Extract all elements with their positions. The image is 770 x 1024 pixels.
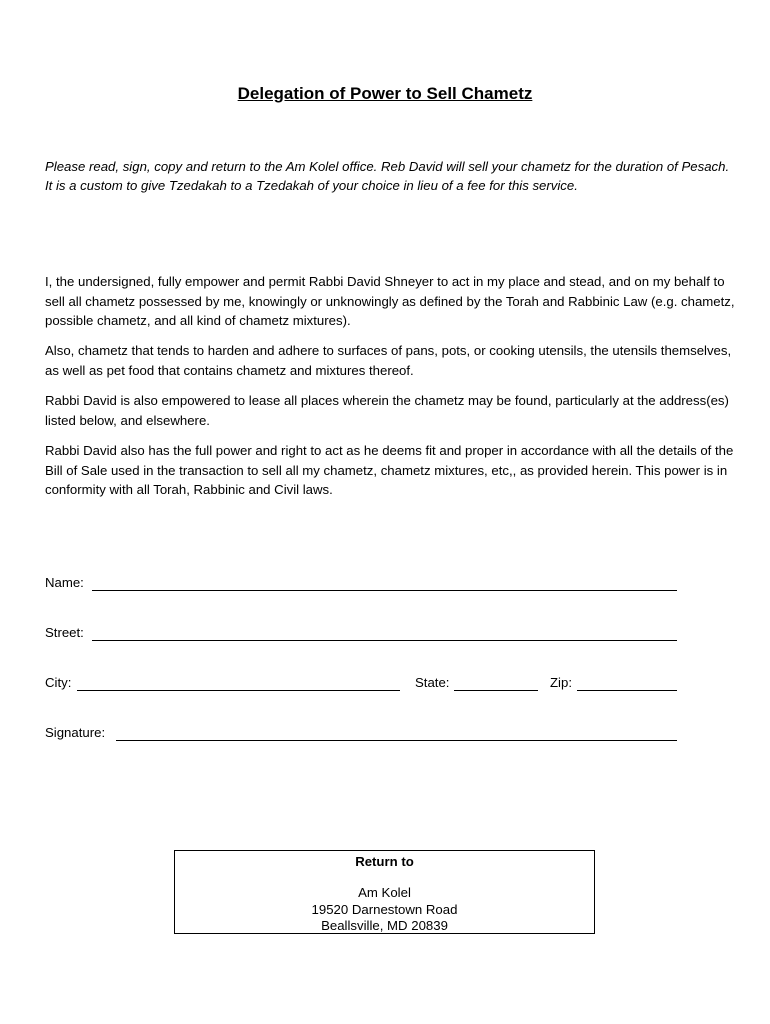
- document-title: Delegation of Power to Sell Chametz: [237, 84, 533, 103]
- paragraph-bill-of-sale: Rabbi David also has the full power and right to act as he deems fit and proper in accordance with all the details of the Bill of Sale used in the transaction to sell all my chametz, chametz mixtures, etc,, as provided herein. This power is in conformity with all Torah, Rabbinic and Civil laws.: [45, 443, 734, 497]
- name-label: Name:: [45, 575, 84, 590]
- street-field-row: [45, 625, 685, 645]
- intro-instructions: Please read, sign, copy and return to the Am Kolel office. Reb David will sell your chametz for the duration of Pesach. It is a custom to give Tzedakah to a Tzedakah of your choice in lieu of a fee for this service.: [45, 159, 730, 193]
- paragraph-utensils: Also, chametz that tends to harden and adhere to surfaces of pans, pots, or cooking utensils, the utensils themselves, as well as pet food that contains chametz and mixtures thereof.: [45, 343, 732, 378]
- city-label: City:: [45, 675, 72, 690]
- signature-field-row: [45, 725, 685, 745]
- street-field[interactable]: [92, 640, 677, 641]
- city-field[interactable]: [77, 690, 400, 691]
- signature-label: Signature:: [45, 725, 106, 740]
- zip-label: Zip:: [550, 675, 572, 690]
- state-field[interactable]: [454, 690, 538, 691]
- return-address-box: [174, 850, 595, 934]
- zip-field[interactable]: [577, 690, 677, 691]
- street-label: Street:: [45, 625, 84, 640]
- name-field-row: [45, 575, 685, 595]
- city-state-zip-row: [45, 675, 685, 695]
- return-street: 19520 Darnestown Road: [311, 902, 458, 917]
- state-label: State:: [415, 675, 450, 690]
- name-field[interactable]: [92, 590, 677, 591]
- signature-field[interactable]: [116, 740, 677, 741]
- return-organization: Am Kolel: [358, 885, 411, 900]
- return-heading: Return to: [355, 854, 414, 869]
- paragraph-empowerment: I, the undersigned, fully empower and permit Rabbi David Shneyer to act in my place and stead, and on my behalf to sell all chametz possessed by me, knowingly or unknowingly as defined by the Torah and Rabbinic Law (e.g. chametz, possible chametz, and all kind of chametz mixtures).: [45, 274, 735, 328]
- paragraph-lease: Rabbi David is also empowered to lease all places wherein the chametz may be found, particularly at the address(es) listed below, and elsewhere.: [45, 393, 729, 428]
- return-city-state-zip: Beallsville, MD 20839: [321, 918, 448, 933]
